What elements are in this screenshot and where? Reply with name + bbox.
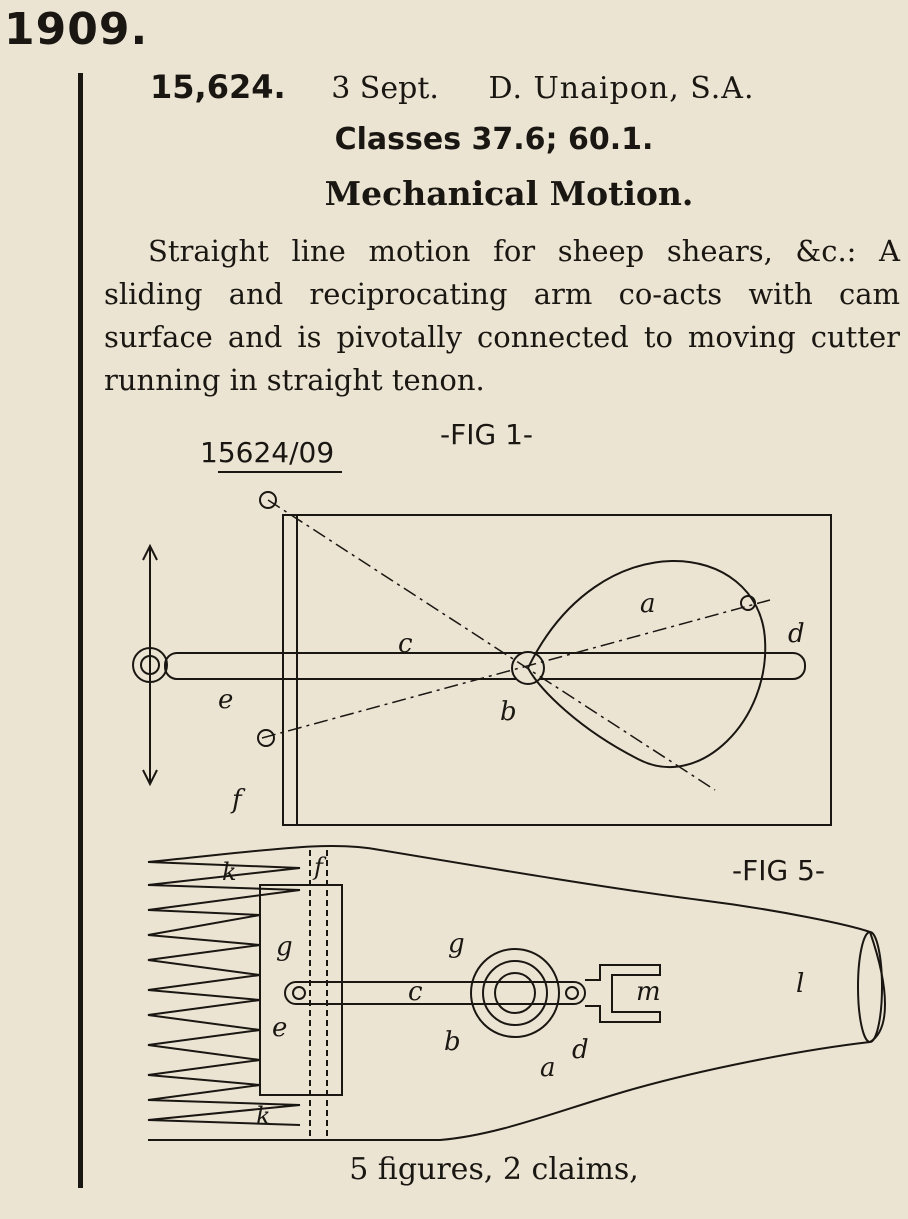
patent-subject: Mechanical Motion.: [324, 174, 694, 213]
fig1-label: -FIG 1-: [440, 418, 533, 451]
figures-claims-note: 5 figures, 2 claims,: [349, 1152, 639, 1187]
fig5-letter-e: e: [272, 1013, 288, 1043]
inventor: D. Unaipon, S.A.: [488, 71, 755, 106]
fig5-letter-d: d: [572, 1035, 589, 1065]
fig5-letter-l: l: [796, 969, 805, 999]
fig1-letter-d: d: [788, 619, 805, 649]
fig5-letter-a: a: [540, 1053, 556, 1083]
patent-date: 3 Sept.: [331, 71, 439, 106]
fig5-letter-k-top: k: [222, 858, 237, 886]
fig1-letter-f: f: [232, 785, 242, 815]
fig1-letter-a: a: [640, 589, 656, 619]
fig1-letter-b: b: [500, 697, 517, 727]
fig5-letter-m: m: [636, 977, 661, 1007]
fig5-label: -FIG 5-: [732, 854, 825, 887]
fig5-letter-b: b: [444, 1027, 461, 1057]
fig5-letter-k-bottom: k: [256, 1102, 271, 1130]
fig1-letter-c: c: [398, 629, 413, 659]
patent-classes: Classes 37.6; 60.1.: [334, 122, 654, 157]
figure-1: [133, 492, 831, 825]
fig5-letter-g-left: g: [276, 932, 293, 962]
fig5-letter-f: f: [314, 853, 323, 881]
fig5-letter-g-right: g: [448, 929, 465, 959]
fig1-letter-e: e: [218, 685, 234, 715]
patent-number: 15,624.: [150, 68, 286, 106]
fig5-letter-c: c: [408, 977, 423, 1007]
year-heading: 1909.: [4, 4, 149, 55]
figure-5: [148, 846, 885, 1140]
drawing-ref: 15624/09: [200, 436, 335, 469]
patent-abstract: Straight line motion for sheep shears, &c.: A sliding and reciprocating arm co-acts with cam surface and is pivotally connected to moving cutter running in straight tenon.: [104, 234, 900, 397]
